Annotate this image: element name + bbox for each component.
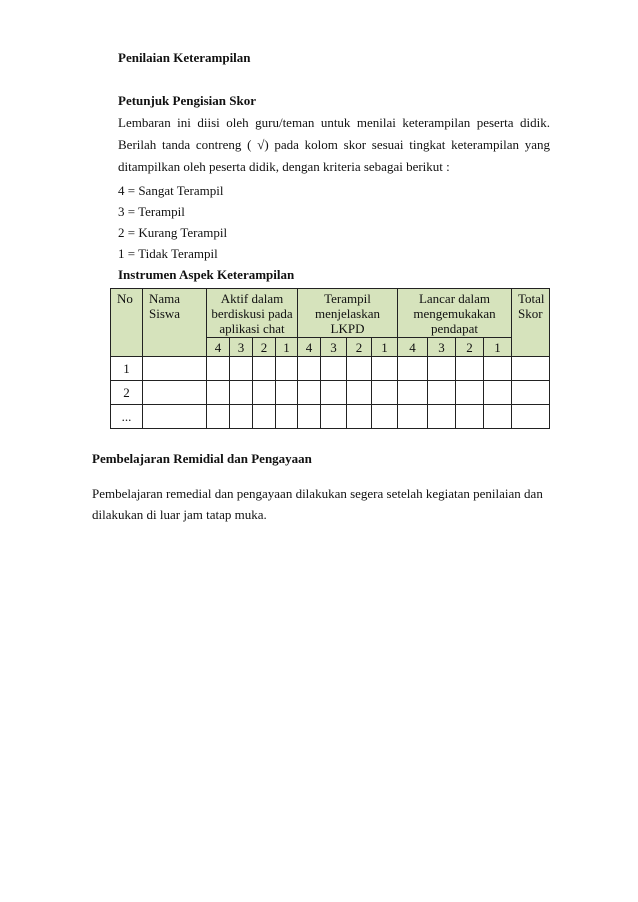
score-cell[interactable] [398,405,428,429]
header-total: Total Skor [512,289,550,357]
score-cell[interactable] [456,381,484,405]
score-cell[interactable] [347,381,372,405]
table-row [111,381,550,405]
header-aspect-3: Lancar dalam mengemukakan pendapat [398,289,512,338]
total-cell[interactable] [512,405,550,429]
table-row [111,357,550,381]
score-header: 4 [207,338,230,357]
score-cell[interactable] [298,405,321,429]
header-aspect-1: Aktif dalam berdiskusi pada aplikasi chat [207,289,298,338]
score-cell[interactable] [484,381,512,405]
score-cell[interactable] [484,405,512,429]
score-cell[interactable] [298,381,321,405]
rubric-table [110,288,550,429]
student-name-cell[interactable] [143,357,207,381]
row-number: ... [111,405,143,429]
total-cell[interactable] [512,381,550,405]
score-header: 2 [253,338,276,357]
score-cell[interactable] [230,381,253,405]
score-cell[interactable] [321,381,347,405]
instructions-heading: Petunjuk Pengisian Skor [118,93,256,108]
score-cell[interactable] [253,357,276,381]
score-cell[interactable] [347,357,372,381]
score-cell[interactable] [372,405,398,429]
score-cell[interactable] [207,405,230,429]
score-cell[interactable] [372,381,398,405]
score-cell[interactable] [230,357,253,381]
table-row [111,405,550,429]
instrument-heading: Instrumen Aspek Keterampilan [118,267,295,282]
score-cell[interactable] [456,357,484,381]
score-header: 2 [456,338,484,357]
criteria-item: 4 = Sangat Terampil [118,183,224,198]
score-header: 1 [276,338,298,357]
instructions-line-1: Lembaran ini diisi oleh guru/teman untuk menilai keterampilan peserta didik. [118,115,550,130]
score-header: 1 [372,338,398,357]
score-header: 3 [321,338,347,357]
score-cell[interactable] [207,381,230,405]
score-header: 1 [484,338,512,357]
score-cell[interactable] [276,357,298,381]
score-header: 3 [230,338,253,357]
score-cell[interactable] [428,381,456,405]
total-cell[interactable] [512,357,550,381]
remedial-heading: Pembelajaran Remidial dan Pengayaan [92,451,312,466]
score-header: 3 [428,338,456,357]
score-cell[interactable] [484,357,512,381]
student-name-cell[interactable] [143,381,207,405]
row-number: 1 [111,357,143,381]
score-cell[interactable] [428,405,456,429]
score-cell[interactable] [230,405,253,429]
score-cell[interactable] [298,357,321,381]
score-cell[interactable] [372,357,398,381]
score-header: 2 [347,338,372,357]
score-header: 4 [398,338,428,357]
score-cell[interactable] [321,357,347,381]
criteria-item: 2 = Kurang Terampil [118,225,228,240]
score-cell[interactable] [321,405,347,429]
score-cell[interactable] [276,381,298,405]
remedial-line-1: Pembelajaran remedial dan pengayaan dilakukan segera setelah kegiatan penilaian dan [92,486,543,501]
score-cell[interactable] [276,405,298,429]
score-cell[interactable] [398,357,428,381]
instructions-line-3: ditampilkan oleh peserta didik, dengan kriteria sebagai berikut : [118,159,450,174]
score-cell[interactable] [456,405,484,429]
row-number: 2 [111,381,143,405]
score-cell[interactable] [347,405,372,429]
criteria-item: 3 = Terampil [118,204,185,219]
score-cell[interactable] [428,357,456,381]
score-cell[interactable] [253,405,276,429]
score-cell[interactable] [398,381,428,405]
student-name-cell[interactable] [143,405,207,429]
score-header: 4 [298,338,321,357]
header-no: No [111,289,143,357]
section-title: Penilaian Keterampilan [118,50,251,65]
score-cell[interactable] [207,357,230,381]
header-aspect-2: Terampil menjelaskan LKPD [298,289,398,338]
score-cell[interactable] [253,381,276,405]
header-name: Nama Siswa [143,289,207,357]
remedial-line-2: dilakukan di luar jam tatap muka. [92,507,267,522]
instructions-line-2: Berilah tanda contreng ( √) pada kolom skor sesuai tingkat keterampilan yang [118,137,550,152]
criteria-item: 1 = Tidak Terampil [118,246,218,261]
